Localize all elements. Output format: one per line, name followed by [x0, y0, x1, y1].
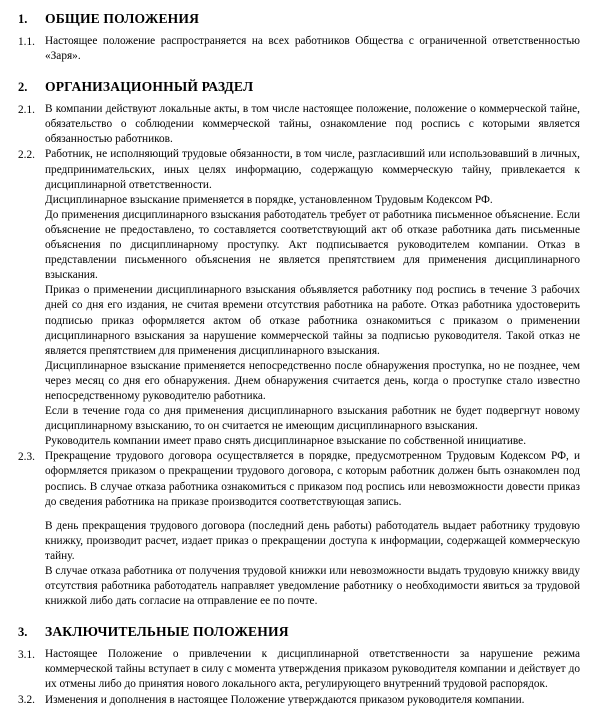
clause-3-1 — [18, 647, 580, 692]
clause-text-2-1: В компании действуют локальные акты, в том числе настоящее положение, положение о коммерческой тайне, обязательство о соблюдении коммерческой тайны, ознакомление под роспись с которыми является обязанностью работников. — [45, 103, 580, 146]
clause-text-3-1: Настоящее Положение о привлечении к дисциплинарной ответственности за нарушение режима коммерческой тайны вступает в силу с момента утверждения приказом руководителя компании и действует до их отмены либо до принятия нового локального акта, регулирующего внутренний трудовой распорядок. — [45, 648, 580, 691]
clause-text-2-2: Работник, не исполняющий трудовые обязанности, в том числе, разгласивший или использовавший в личных, предпринимательских, иных целях информацию, содержащую коммерческую тайну, привлекается к дисциплинарной ответственности. — [45, 148, 580, 191]
clause-2-2-continuation-1: Дисциплинарное взыскание применяется в порядке, установленном Трудовым Кодексом РФ. — [45, 193, 493, 206]
clause-number-3-1: 3.1. — [18, 648, 35, 661]
clause-1-1 — [18, 34, 580, 64]
clause-number-2-3: 2.3. — [18, 450, 35, 463]
clause-number-3-2: 3.2. — [18, 694, 35, 707]
clause-2-2-continuation-3: Приказ о применении дисциплинарного взыскания объявляется работнику под роспись в течение 3 рабочих дней со дня его издания, не считая времени отсутствия работника на работе. Отказ работника удостоверить подписью приказ оформляется актом об отказе работника ознакомиться с приказом о применении дисциплинарного взыскания за нарушение коммерческой тайны за подписью руководителя. Такой отказ не является препятствием для применения дисциплинарного взыскания. — [45, 284, 580, 357]
section-heading-2 — [18, 76, 580, 98]
clause-2-2 — [18, 147, 580, 192]
section-number-3: 3. — [18, 625, 28, 640]
section-number-1: 1. — [18, 12, 28, 26]
section-heading-3 — [18, 621, 580, 643]
clause-2-1 — [18, 102, 580, 147]
section-title-1: ОБЩИЕ ПОЛОЖЕНИЯ — [45, 11, 200, 26]
clause-text-3-2: Изменения и дополнения в настоящее Положение утверждаются приказом руководителя компании. — [45, 693, 525, 706]
section-heading-1 — [18, 8, 580, 30]
section-title-2: ОРГАНИЗАЦИОННЫЙ РАЗДЕЛ — [45, 79, 254, 95]
section-title-3: ЗАКЛЮЧИТЕЛЬНЫЕ ПОЛОЖЕНИЯ — [45, 624, 289, 640]
clause-2-3-continuation-1: В день прекращения трудового договора (последний день работы) работодатель выдает работнику трудовую книжку, производит расчет, издает приказ о прекращении доступа к информации, содержащей коммерческую тайну. — [45, 519, 580, 562]
clause-text-1-1: Настоящее положение распространяется на всех работников Общества с ограниченной ответственностью «Заря». — [45, 35, 580, 63]
clause-number-2-2: 2.2. — [18, 148, 35, 161]
clause-2-3 — [18, 449, 580, 509]
clause-text-2-3: Прекращение трудового договора осуществляется в порядке, предусмотренном Трудовым Кодексом РФ, и оформляется приказом о прекращении трудового договора, с которым работник должен быть ознакомлен под роспись. В случае отказа работника ознакомиться с приказом под роспись или невозможности довести приказ до сведения работника на приказе производится соответствующая запись. — [45, 450, 580, 508]
clause-2-2-continuation-6: Руководитель компании имеет право снять дисциплинарное взыскание по собственной инициативе. — [45, 435, 527, 448]
clause-number-2-1: 2.1. — [18, 103, 35, 116]
section-number-2: 2. — [18, 80, 28, 95]
clause-2-3-continuation-2: В случае отказа работника от получения трудовой книжки или невозможности выдать трудовую книжку ввиду отсутствия работника работодатель направляет уведомление работнику о необходимости явиться за трудовой книжкой либо дать согласие на отправление ее по почте. — [45, 565, 580, 608]
clause-3-2 — [18, 693, 580, 708]
clause-2-2-continuation-5: Если в течение года со дня применения дисциплинарного взыскания работник не будет подвергнут новому дисциплинарному взысканию, то он считается не имеющим дисциплинарного взыскания. — [45, 405, 580, 433]
clause-2-2-continuation-4: Дисциплинарное взыскание применяется непосредственно после обнаружения проступка, но не позднее, чем через месяц со дня его обнаружения. Днем обнаружения считается день, когда о проступке стало известно непосредственному руководителю работника. — [45, 359, 580, 402]
clause-2-2-continuation-2: До применения дисциплинарного взыскания работодатель требует от работника письменное объяснение. Если объяснение не предоставлено, то составляется соответствующий акт об отказе работника дать письменные объяснения по дисциплинарному проступку. Акт подписывается руководителем компании. Отказ в представлении письменного объяснения не является препятствием для применения дисциплинарного взыскания. — [45, 208, 580, 282]
clause-number-1-1: 1.1. — [18, 35, 35, 48]
